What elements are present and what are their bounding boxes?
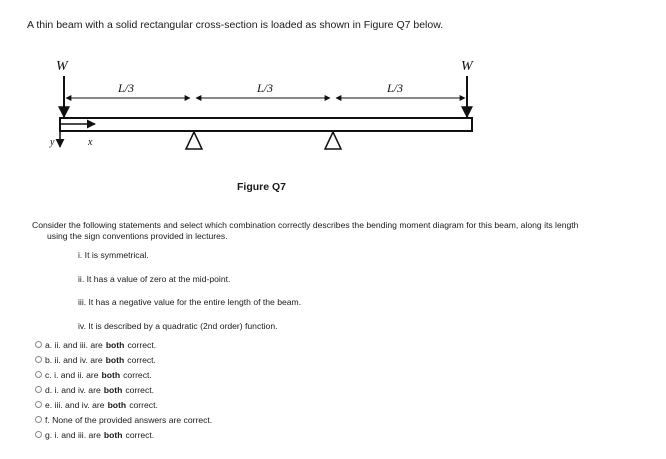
option-b-bold: both xyxy=(105,354,125,365)
radio-button[interactable] xyxy=(35,416,42,423)
option-a-end: correct. xyxy=(127,339,157,350)
span-label-2: L/3 xyxy=(257,81,274,95)
load-label-right: W xyxy=(461,59,473,74)
option-g[interactable] xyxy=(35,427,212,442)
question-text xyxy=(32,220,657,242)
option-e-end: correct. xyxy=(129,399,158,410)
option-f-text: f. None of the provided answers are correct. xyxy=(45,414,213,425)
question-line-2: using the sign conventions provided in lectures. xyxy=(47,231,228,241)
option-c[interactable] xyxy=(35,367,212,382)
beam-figure xyxy=(0,0,666,200)
support-left xyxy=(186,132,202,149)
option-c-end: correct. xyxy=(123,369,152,380)
option-g-end: correct. xyxy=(125,429,155,440)
radio-button[interactable] xyxy=(35,371,42,378)
axis-y-label: y xyxy=(50,137,55,148)
beam xyxy=(60,118,472,131)
statement-iv: iv. It is described by a quadratic (2nd order) function. xyxy=(78,321,278,331)
figure-caption: Figure Q7 xyxy=(237,181,287,193)
option-a-text: a. ii. and iii. are xyxy=(45,339,103,350)
radio-button[interactable] xyxy=(35,401,42,408)
option-c-text: c. i. and ii. are xyxy=(45,369,99,380)
option-c-bold: both xyxy=(101,369,121,380)
option-g-text: g. i. and iii. are xyxy=(45,429,101,440)
radio-button[interactable] xyxy=(35,386,42,393)
option-e[interactable] xyxy=(35,397,212,412)
radio-button[interactable] xyxy=(35,356,42,363)
option-g-bold: both xyxy=(103,429,123,440)
answer-options xyxy=(35,337,212,442)
question-line-1: Consider the following statements and select which combination correctly describes the bending moment diagram for this beam, along its length xyxy=(32,220,579,230)
option-a-bold: both xyxy=(105,339,125,350)
option-d[interactable] xyxy=(35,382,212,397)
option-d-bold: both xyxy=(103,384,123,395)
statement-i: i. It is symmetrical. xyxy=(78,250,149,260)
radio-button[interactable] xyxy=(35,431,42,438)
option-b-text: b. ii. and iv. are xyxy=(45,354,103,365)
span-label-1: L/3 xyxy=(118,81,135,95)
option-b[interactable] xyxy=(35,352,212,367)
option-f[interactable] xyxy=(35,412,212,427)
support-right xyxy=(325,132,341,149)
axis-x-label: x xyxy=(88,137,93,148)
option-d-text: d. i. and iv. are xyxy=(45,384,101,395)
question-intro: A thin beam with a solid rectangular cross-section is loaded as shown in Figure Q7 below. xyxy=(27,19,444,31)
statement-ii: ii. It has a value of zero at the mid-point. xyxy=(78,274,231,284)
radio-button[interactable] xyxy=(35,341,42,348)
load-label-left: W xyxy=(56,59,68,74)
option-d-end: correct. xyxy=(125,384,155,395)
option-e-bold: both xyxy=(107,399,127,410)
option-e-text: e. iii. and iv. are xyxy=(45,399,105,410)
option-b-end: correct. xyxy=(127,354,156,365)
option-a[interactable] xyxy=(35,337,212,352)
span-label-3: L/3 xyxy=(387,81,404,95)
statement-iii: iii. It has a negative value for the entire length of the beam. xyxy=(78,297,302,307)
